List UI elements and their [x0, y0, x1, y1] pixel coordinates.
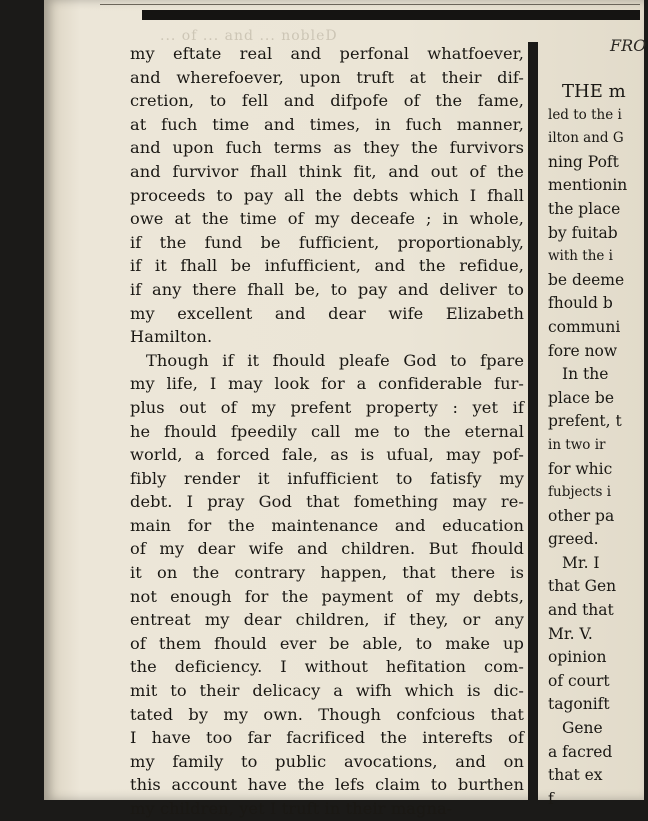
right-text-line: opinion [548, 648, 607, 667]
right-text-line: f [548, 789, 554, 808]
right-text-line: tagonift [548, 695, 610, 714]
left-text-line: Though if it fhould pleafe God to fpare [146, 350, 524, 370]
left-text-line: my children, yet I truft in their magna- [130, 799, 453, 818]
left-text-line: if any there fhall be, to pay and deliver to [130, 279, 524, 299]
top-thin-rule [100, 4, 640, 5]
left-text-line: this account have the lefs claim to burthen [130, 775, 524, 795]
left-text-column [130, 42, 524, 821]
right-text-line: fhould b [548, 294, 613, 313]
right-text-line: and that [548, 601, 614, 620]
left-text-line: and furvivor fhall think fit, and out of the [130, 161, 524, 181]
left-text-line: my family to public avocations, and on [130, 751, 524, 771]
right-text-line: that Gen [548, 577, 617, 596]
left-text-line: main for the maintenance and education [130, 515, 524, 535]
column-divider-rule [528, 42, 538, 800]
left-text-line: owe at the time of my deceafe ; in whole, [130, 209, 524, 229]
masthead-fragment: FRO [610, 36, 647, 55]
left-text-line: if it fhall be infufficient, and the refidue, [130, 256, 524, 276]
bleed-through-text: ... of ... and ... nobleD [160, 28, 338, 44]
left-text-line: debt. I pray God that fomething may re- [130, 492, 524, 512]
left-text-line: he fhould fpeedily call me to the eternal [130, 421, 524, 441]
right-text-line: other pa [548, 506, 615, 525]
left-text-line: not enough for the payment of my debts, [130, 586, 524, 606]
left-text-line: my life, I may look for a confiderable fur- [130, 374, 524, 394]
right-text-line: Mr. V. [548, 624, 593, 643]
left-text-line: I have too far facrificed the interefts of [130, 728, 524, 748]
right-text-line: Mr. I [562, 553, 600, 572]
left-text-line: and wherefoever, upon truft at their dif- [130, 67, 524, 87]
left-text-line: and upon fuch terms as they the furvivors [130, 138, 524, 158]
left-text-line: if the fund be fufficient, proportionably, [130, 232, 524, 252]
left-text-line: proceeds to pay all the debts which I fhall [130, 185, 524, 205]
right-text-column [548, 80, 648, 811]
right-text-line: place be [548, 388, 614, 407]
right-text-line: greed. [548, 530, 599, 549]
left-text-line: my excellent and dear wife Elizabeth [130, 303, 524, 323]
left-text-line: world, a forced fale, as is ufual, may pof- [130, 445, 524, 465]
right-text-line: fore now [548, 341, 618, 360]
left-text-line: the deficiency. I without hefitation com- [130, 657, 524, 677]
right-text-line: for whic [548, 459, 613, 478]
left-text-line: fibly render it infufficient to fatisfy my [130, 468, 524, 488]
right-text-line: with the i [548, 248, 614, 265]
left-text-line: plus out of my prefent property : yet if [130, 397, 524, 417]
left-text-line: at fuch time and times, in fuch manner, [130, 114, 524, 134]
right-text-line: led to the i [548, 106, 622, 123]
right-text-line: ilton and G [548, 130, 624, 147]
right-text-line: prefent, t [548, 412, 622, 431]
right-text-line: be deeme [548, 270, 625, 289]
right-text-line: THE m [562, 81, 626, 102]
right-text-line: in two ir [548, 436, 606, 453]
left-text-line: my eftate real and perfonal whatfoever, [130, 44, 524, 63]
right-text-line: In the [562, 365, 609, 384]
right-text-line: by fuitab [548, 223, 618, 242]
right-text-line: the place [548, 199, 621, 218]
right-text-line: communi [548, 317, 621, 336]
right-text-line: mentionin [548, 176, 628, 195]
right-text-line: fubjects i [548, 484, 612, 501]
left-text-line: tated by my own. Though confcious that [130, 704, 524, 724]
right-text-line: a facred [548, 742, 613, 761]
left-text-line: cretion, to fell and difpofe of the fame, [130, 91, 524, 111]
right-text-line: of court [548, 671, 610, 690]
left-text-line: entreat my dear children, if they, or any [130, 610, 524, 630]
right-text-line: that ex [548, 766, 603, 785]
left-text-line: of them fhould ever be able, to make up [130, 633, 524, 653]
left-text-line: it on the contrary happen, that there is [130, 563, 524, 583]
left-text-line: of my dear wife and children. But fhould [130, 539, 524, 559]
top-heavy-rule [142, 10, 640, 20]
right-text-line: Gene [562, 719, 603, 738]
left-text-line: Hamilton. [130, 327, 213, 347]
right-text-line: ning Poft [548, 152, 619, 171]
left-text-line: mit to their delicacy a wifh which is dic- [130, 681, 524, 701]
